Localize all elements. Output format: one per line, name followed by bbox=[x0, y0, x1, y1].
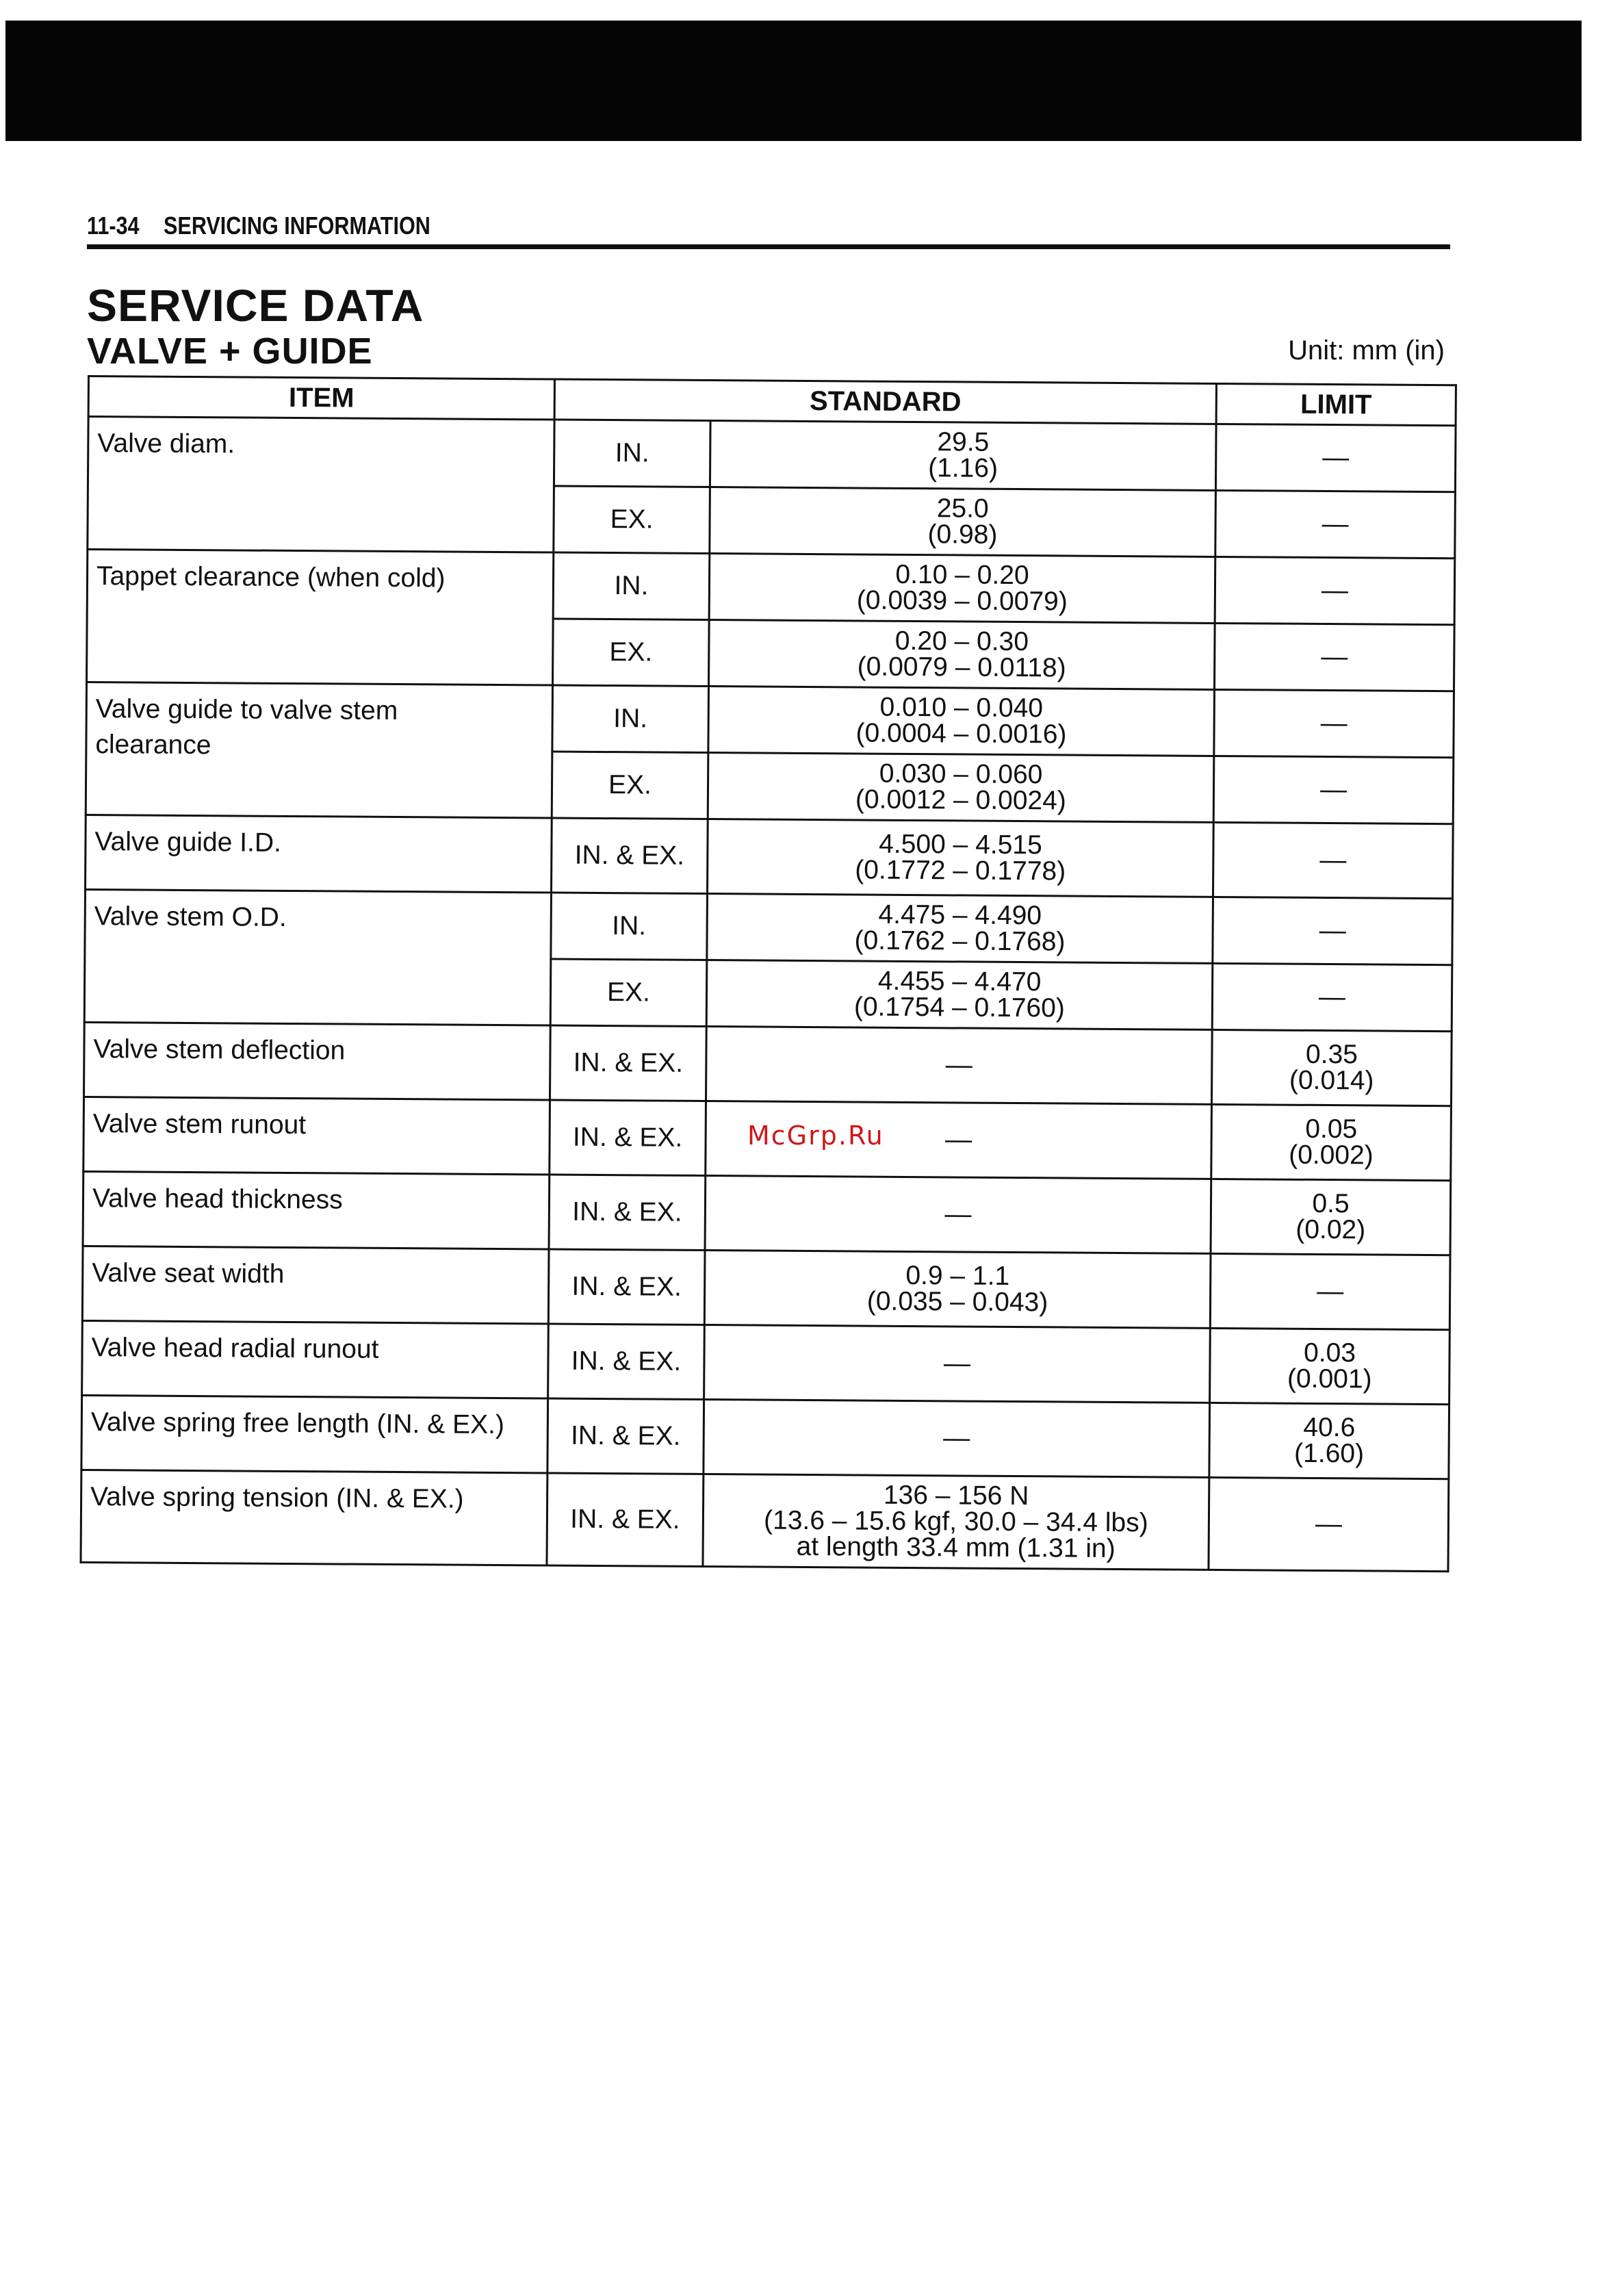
standard-cell bbox=[704, 1325, 1211, 1403]
item-cell bbox=[87, 550, 554, 686]
standard-cell bbox=[707, 894, 1213, 964]
item-cell bbox=[88, 417, 554, 553]
item-label: Tappet clearance (when cold) bbox=[96, 561, 446, 593]
limit-value: 0.35 bbox=[1305, 1039, 1358, 1070]
item-label: Valve spring tension (IN. & EX.) bbox=[90, 1482, 464, 1514]
limit-value: — bbox=[1319, 915, 1346, 946]
valve-type-cell: EX. bbox=[553, 619, 710, 687]
limit-cell bbox=[1213, 822, 1453, 898]
item-cell bbox=[86, 682, 552, 819]
item-cell bbox=[82, 1320, 549, 1398]
watermark: McGrp.Ru bbox=[747, 1121, 884, 1151]
limit-value: (0.014) bbox=[1289, 1065, 1374, 1096]
standard-value: 25.0 bbox=[936, 494, 989, 524]
standard-value: (0.98) bbox=[927, 520, 998, 550]
standard-cell bbox=[705, 1176, 1211, 1254]
limit-cell bbox=[1213, 756, 1454, 823]
item-cell bbox=[86, 815, 552, 893]
valve-type-cell: IN. & EX. bbox=[550, 1100, 706, 1176]
limit-cell bbox=[1215, 556, 1455, 624]
limit-value: 0.03 bbox=[1303, 1338, 1356, 1368]
item-label: Valve guide to valve stem bbox=[95, 694, 398, 726]
item-cell bbox=[82, 1246, 549, 1324]
standard-cell bbox=[704, 1400, 1210, 1478]
standard-value: 4.475 – 4.490 bbox=[878, 899, 1042, 931]
standard-cell bbox=[703, 1474, 1209, 1570]
limit-cell bbox=[1211, 1104, 1452, 1180]
item-label: Valve head thickness bbox=[92, 1183, 343, 1215]
limit-cell bbox=[1210, 1253, 1450, 1329]
item-cell bbox=[84, 889, 551, 1025]
standard-value: (0.0012 – 0.0024) bbox=[855, 784, 1067, 816]
limit-value: (0.002) bbox=[1289, 1140, 1374, 1170]
item-cell bbox=[81, 1470, 547, 1565]
valve-type-cell: IN. bbox=[554, 420, 710, 487]
item-label: Valve guide I.D. bbox=[94, 827, 282, 858]
item-label: Valve diam. bbox=[97, 428, 235, 459]
item-label: Valve spring free length (IN. & EX.) bbox=[90, 1407, 505, 1440]
section-title: SERVICING INFORMATION bbox=[164, 212, 430, 240]
standard-value: (0.0079 – 0.0118) bbox=[857, 652, 1066, 683]
valve-type-cell: IN. & EX. bbox=[548, 1324, 705, 1400]
valve-type-cell: IN. & EX. bbox=[547, 1473, 704, 1567]
standard-value: — bbox=[945, 1050, 972, 1080]
table-row bbox=[81, 1470, 1449, 1571]
table-row bbox=[86, 815, 1454, 898]
standard-cell bbox=[710, 487, 1216, 557]
limit-cell bbox=[1209, 1477, 1449, 1571]
limit-value: (1.60) bbox=[1293, 1438, 1365, 1469]
standard-cell bbox=[706, 960, 1213, 1030]
standard-value: (0.0004 – 0.0016) bbox=[855, 718, 1067, 750]
limit-value: (0.001) bbox=[1287, 1364, 1372, 1394]
column-header-limit: LIMIT bbox=[1216, 383, 1456, 425]
limit-cell bbox=[1214, 623, 1454, 691]
table-row bbox=[84, 1022, 1452, 1105]
standard-value: 0.10 – 0.20 bbox=[895, 559, 1029, 591]
limit-cell bbox=[1215, 490, 1456, 558]
standard-value: 0.9 – 1.1 bbox=[905, 1260, 1010, 1291]
limit-value: — bbox=[1318, 982, 1346, 1012]
standard-cell bbox=[707, 819, 1213, 897]
standard-value: 4.455 – 4.470 bbox=[877, 966, 1042, 997]
limit-value: (0.02) bbox=[1296, 1214, 1366, 1245]
limit-cell bbox=[1211, 1029, 1452, 1105]
standard-cell bbox=[708, 687, 1215, 756]
standard-value: (0.0039 – 0.0079) bbox=[856, 585, 1068, 617]
standard-value: 136 – 156 N bbox=[883, 1480, 1029, 1511]
item-cell bbox=[83, 1171, 550, 1249]
valve-type-cell: IN. & EX. bbox=[548, 1249, 705, 1325]
valve-type-cell: IN. & EX. bbox=[547, 1398, 704, 1474]
standard-value: 4.500 – 4.515 bbox=[879, 829, 1042, 860]
limit-value: 40.6 bbox=[1303, 1412, 1356, 1443]
table-row bbox=[87, 550, 1455, 625]
standard-value: (0.1772 – 0.1778) bbox=[855, 855, 1066, 886]
limit-cell bbox=[1212, 963, 1452, 1031]
limit-value: — bbox=[1319, 845, 1347, 875]
standard-value: — bbox=[944, 1199, 972, 1229]
page-header bbox=[87, 205, 1450, 249]
item-label: Valve stem O.D. bbox=[94, 901, 287, 932]
standard-value: (13.6 – 15.6 kgf, 30.0 – 34.4 lbs) bbox=[764, 1505, 1148, 1538]
standard-cell bbox=[710, 421, 1216, 491]
limit-value: — bbox=[1319, 774, 1348, 805]
limit-value: — bbox=[1315, 1509, 1343, 1539]
limit-value: — bbox=[1317, 1276, 1344, 1307]
limit-cell bbox=[1215, 424, 1456, 491]
valve-type-cell: EX. bbox=[550, 959, 707, 1027]
column-header-item: ITEM bbox=[88, 376, 554, 420]
table-row bbox=[83, 1171, 1451, 1255]
standard-value: at length 33.4 mm (1.31 in) bbox=[796, 1531, 1116, 1563]
column-header-standard: STANDARD bbox=[554, 379, 1216, 424]
standard-cell bbox=[704, 1251, 1211, 1329]
top-black-band bbox=[5, 21, 1582, 141]
service-data-table bbox=[79, 375, 1456, 1572]
limit-value: — bbox=[1320, 708, 1348, 739]
table-row bbox=[88, 417, 1456, 492]
limit-cell bbox=[1209, 1403, 1449, 1479]
standard-value: 29.5 bbox=[937, 427, 990, 457]
table-row bbox=[82, 1246, 1450, 1329]
table-body bbox=[81, 417, 1456, 1572]
standard-value: 0.20 – 0.30 bbox=[894, 626, 1029, 657]
valve-type-cell: IN. & EX. bbox=[550, 1025, 706, 1101]
standard-value: — bbox=[943, 1348, 971, 1379]
standard-cell bbox=[708, 753, 1214, 823]
valve-type-cell: EX. bbox=[554, 486, 710, 554]
valve-type-cell: IN. bbox=[551, 893, 708, 960]
standard-value: (0.1754 – 0.1760) bbox=[853, 992, 1065, 1023]
standard-value: (0.1762 – 0.1768) bbox=[854, 925, 1066, 957]
standard-value: (1.16) bbox=[928, 453, 998, 483]
valve-type-cell: IN. & EX. bbox=[549, 1175, 706, 1251]
page-number: 11-34 bbox=[87, 212, 140, 240]
item-label: Valve stem runout bbox=[92, 1109, 307, 1140]
standard-cell bbox=[709, 620, 1215, 690]
limit-value: 0.05 bbox=[1305, 1114, 1358, 1144]
limit-value: — bbox=[1321, 575, 1349, 606]
page-title: SERVICE DATA bbox=[87, 280, 424, 331]
limit-value: — bbox=[1322, 509, 1349, 539]
table-row bbox=[85, 889, 1453, 964]
limit-cell bbox=[1211, 1179, 1451, 1255]
unit-label: Unit: mm (in) bbox=[1288, 335, 1445, 366]
standard-value: (0.035 – 0.043) bbox=[866, 1286, 1048, 1318]
valve-type-cell: IN. & EX. bbox=[552, 818, 708, 894]
item-label: Valve head radial runout bbox=[91, 1333, 379, 1364]
valve-type-cell: IN. bbox=[552, 685, 709, 753]
limit-cell bbox=[1213, 897, 1453, 964]
table-row bbox=[82, 1320, 1450, 1404]
limit-value: — bbox=[1321, 641, 1348, 672]
limit-value: 0.5 bbox=[1312, 1188, 1350, 1219]
item-label: clearance bbox=[95, 730, 211, 760]
page-subtitle: VALVE + GUIDE bbox=[87, 331, 373, 372]
standard-value: 0.030 – 0.060 bbox=[879, 758, 1043, 790]
valve-type-cell: IN. bbox=[553, 552, 710, 620]
valve-type-cell: EX. bbox=[552, 752, 708, 819]
standard-value: — bbox=[943, 1423, 970, 1453]
standard-value: — bbox=[944, 1125, 972, 1155]
limit-cell bbox=[1214, 689, 1454, 757]
item-label: Valve stem deflection bbox=[93, 1034, 346, 1066]
item-cell bbox=[81, 1395, 548, 1473]
table-row bbox=[81, 1395, 1449, 1479]
limit-value: — bbox=[1322, 442, 1350, 473]
standard-cell bbox=[706, 1027, 1212, 1105]
limit-cell bbox=[1210, 1328, 1450, 1404]
item-label: Valve seat width bbox=[92, 1258, 285, 1289]
standard-cell bbox=[709, 554, 1215, 624]
table-row bbox=[86, 682, 1454, 758]
standard-value: 0.010 – 0.040 bbox=[879, 692, 1044, 724]
item-cell bbox=[84, 1022, 551, 1100]
item-cell bbox=[83, 1097, 550, 1175]
